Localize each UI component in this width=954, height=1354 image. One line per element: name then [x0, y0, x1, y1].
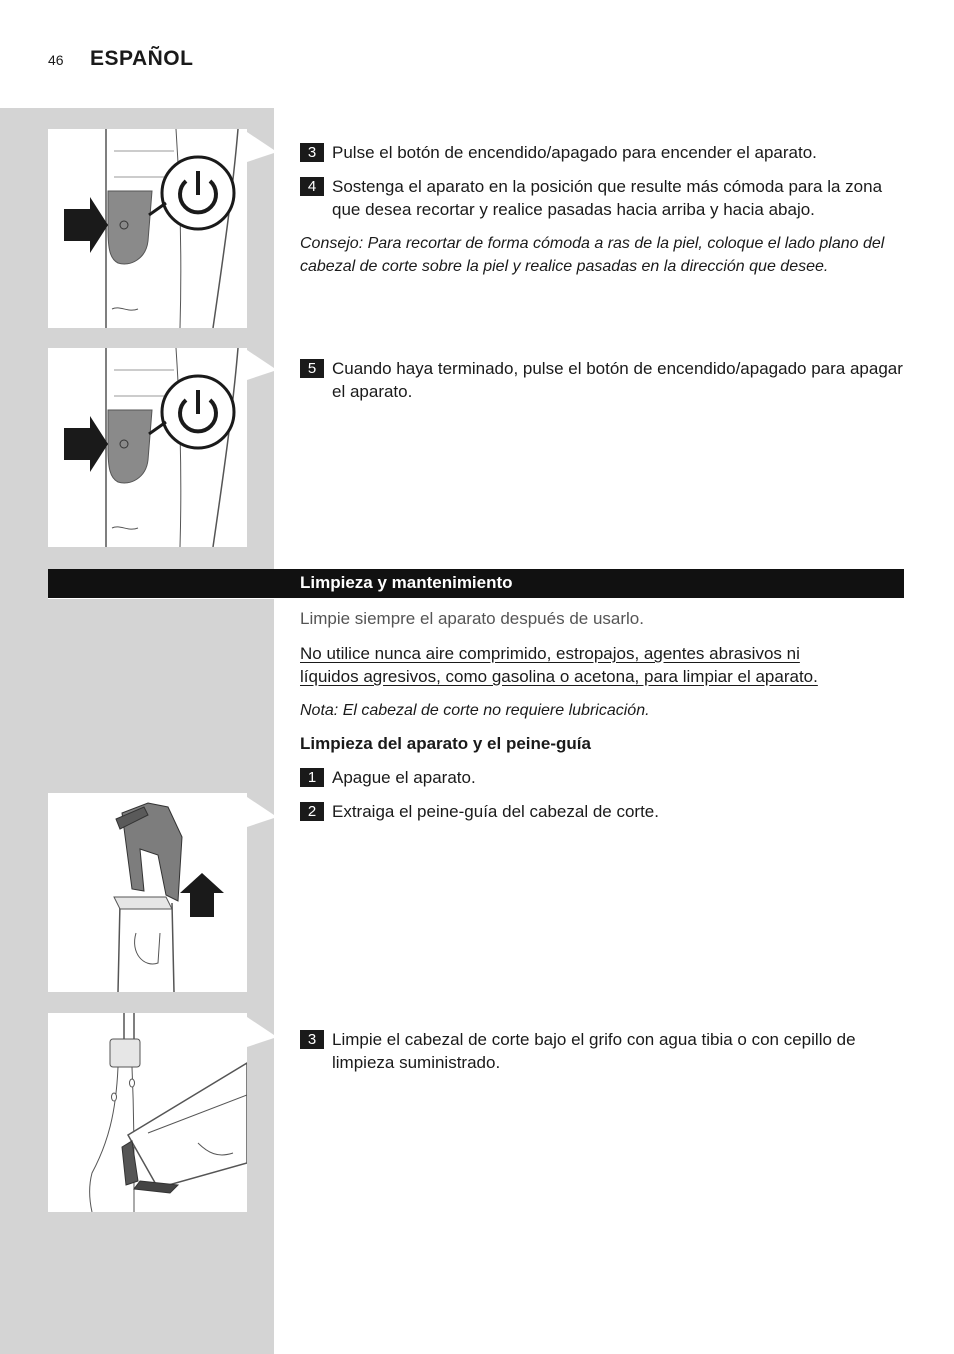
illustration-pointer	[247, 797, 277, 837]
note-text: Nota: El cabezal de corte no requiere lubricación.	[300, 702, 650, 719]
illustration-pointer	[247, 132, 277, 172]
section-header-bar	[48, 569, 904, 599]
water-drop-icon	[112, 1093, 117, 1101]
illustration-remove-comb	[48, 793, 247, 992]
arrow-right-icon	[64, 416, 108, 472]
language-heading: ESPAÑOL	[90, 47, 194, 70]
step-1-switch-off: 1 Apague el aparato.	[300, 766, 905, 789]
illustration-pointer	[247, 350, 277, 390]
step-2-remove-comb: 2 Extraiga el peine-guía del cabezal de corte.	[300, 800, 905, 823]
water-drop-icon	[130, 1079, 135, 1087]
step-4-trim: 4 Sostenga el aparato en la posición que resulte más cómoda para la zona que desea recortar y realice pasadas hacia arriba y hacia abajo.	[300, 175, 905, 221]
power-icon	[149, 376, 234, 448]
step-5-power-off: 5 Cuando haya terminado, pulse el botón de encendido/apagado para apagar el aparato.	[300, 357, 905, 403]
cleaning-intro: Limpie siempre el aparato después de usarlo.	[300, 609, 644, 628]
page-number: 46	[48, 52, 64, 68]
warning-line-1: No utilice nunca aire comprimido, estropajos, agentes abrasivos ni	[300, 644, 800, 663]
illustration-power-off	[48, 348, 247, 547]
arrow-up-icon	[180, 873, 224, 917]
section-title: Limpieza y mantenimiento	[300, 573, 513, 592]
illustration-rinse-head	[48, 1013, 247, 1212]
step-3-power-on: 3 Pulse el botón de encendido/apagado para encender el aparato.	[300, 141, 905, 164]
power-icon	[149, 157, 234, 229]
warning-line-2: líquidos agresivos, como gasolina o acetona, para limpiar el aparato.	[300, 667, 818, 686]
illustration-power-on	[48, 129, 247, 328]
subheading: Limpieza del aparato y el peine-guía	[300, 734, 591, 753]
tip-text: Consejo: Para recortar de forma cómoda a ras de la piel, coloque el lado plano del cabezal de corte sobre la piel y realice pasadas en la dirección que desee.	[300, 235, 885, 275]
arrow-right-icon	[64, 197, 108, 253]
illustration-pointer	[247, 1017, 277, 1057]
step-3-rinse: 3 Limpie el cabezal de corte bajo el grifo con agua tibia o con cepillo de limpieza suministrado.	[300, 1028, 905, 1074]
